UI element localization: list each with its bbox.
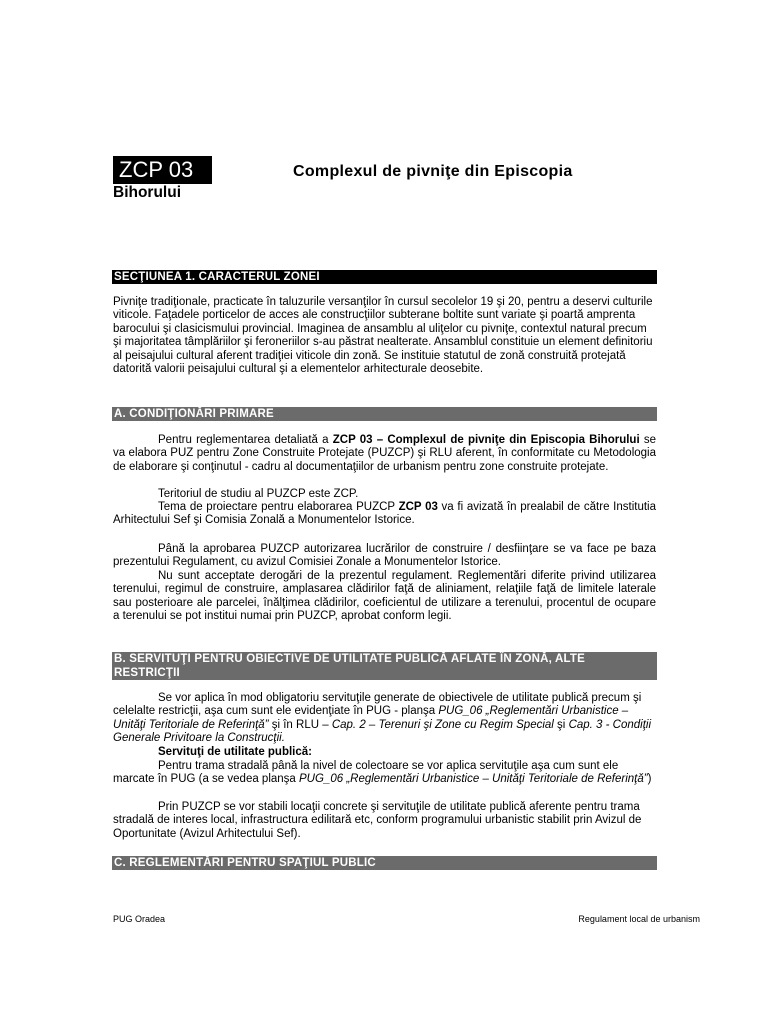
section-a-paragraph-3: Tema de proiectare pentru elaborarea PUZCP ZCP 03 va fi avizată în prealabil de către Institutia Arhitectului Sef şi Comisia Zonală a Monumentelor Istorice. bbox=[113, 501, 656, 527]
zone-code-badge: ZCP 03 bbox=[113, 156, 212, 184]
footer-right: Regulament local de urbanism bbox=[578, 914, 700, 924]
section-b-paragraph-1: Se vor aplica în mod obligatoriu servituţile generate de obiectivele de utilitate publică precum şi celelalte restricţii, aşa cum sunt ele evidenţiate în PUG - planşa PUG_06 „Reglementări Urbanistice – Unităţi Teritoriale de Referinţă” şi în RLU – Cap. 2 – Terenuri şi Zone cu Regim Special şi Cap. 3 - Condiţii Generale Privitoare la Construcţii. bbox=[113, 692, 652, 745]
section-b-subheading: Servituţi de utilitate publică: bbox=[158, 746, 312, 758]
section-a-paragraph-5: Nu sunt acceptate derogări de la prezentul regulament. Reglementări diferite privind utilizarea terenului, regimul de construire, amplasarea clădirilor faţă de aliniament, relaţiile faţă de limitele laterale sau posterioare ale parcelei, înălţimea clădirilor, coeficientul de utilizare a terenului, procentul de ocupare a terenului se pot institui numai prin PUZCP, aprobat conform legii. bbox=[113, 570, 656, 623]
section-b-heading-line-1: B. SERVITUŢI PENTRU OBIECTIVE DE UTILITATE PUBLICĂ AFLATE ÎN ZONĂ, ALTE bbox=[114, 653, 586, 665]
section-a-paragraph-2: Teritoriul de studiu al PUZCP este ZCP. bbox=[158, 488, 359, 500]
section-a-paragraph-1: Pentru reglementarea detaliată a ZCP 03 – Complexul de pivniţe din Episcopia Bihorului se va elabora PUZ pentru Zone Construite Protejate (PUZCP) şi RLU aferent, în conformitate cu Metodologia de elaborare şi conţinutul - cadru al documentaţiilor de urbanism pentru zone construite protejate. bbox=[113, 434, 656, 473]
section-b-paragraph-3: Prin PUZCP se vor stabili locaţii concrete şi servituţile de utilitate publică aferente pentru trama stradală de interes local, infrastructura edilitară etc, conform programului urbanistic stabilit prin Avizul de Oportunitate (Avizul Arhitectului Sef). bbox=[113, 801, 642, 840]
section-a-heading: A. CONDIŢIONĂRI PRIMARE bbox=[112, 407, 657, 421]
section-1-heading: SECŢIUNEA 1. CARACTERUL ZONEI bbox=[112, 270, 657, 284]
section-b-paragraph-2: Pentru trama stradală până la nivel de colectoare se vor aplica servituţile aşa cum sunt ele marcate în PUG (a se vedea planşa PUG_06 „Reglementări Urbanistice – Unităţi Teritoriale de Referinţă”) bbox=[113, 760, 652, 786]
section-a-paragraph-4: Până la aprobarea PUZCP autorizarea lucrărilor de construire / desfiinţare se va face pe baza prezentului Regulament, cu avizul Comisiei Zonale a Monumentelor Istorice. bbox=[113, 543, 656, 569]
section-b-heading bbox=[112, 652, 657, 680]
section-b-heading-line-2: RESTRICŢII bbox=[114, 667, 180, 679]
page-title: Complexul de pivniţe din Episcopia bbox=[293, 163, 573, 180]
footer-left: PUG Oradea bbox=[113, 914, 166, 924]
section-1-text: Pivniţe tradiţionale, practicate în taluzurile versanţilor în cursul secolelor 19 şi 20, pentru a deservi culturile viticole. Faţadele porticelor de acces ale construcţiilor subterane boltite sunt variate şi poartă amprenta barocului şi clasicismului provincial. Imaginea de ansamblu al uliţelor cu pivniţe, contextul natural precum şi majoritatea tâmplăriilor şi feroneriilor s-au păstrat nealterate. Ansamblul constituie un element definitoriu al peisajului cultural aferent tradiţiei viticole din zonă. Se instituie statutul de zonă construită protejată datorită valorii peisajului cultural şi a elementelor arhitecturale deosebite. bbox=[113, 296, 653, 376]
page-title-continuation: Bihorului bbox=[113, 184, 182, 201]
section-c-heading: C. REGLEMENTĂRI PENTRU SPAŢIUL PUBLIC bbox=[112, 856, 657, 870]
